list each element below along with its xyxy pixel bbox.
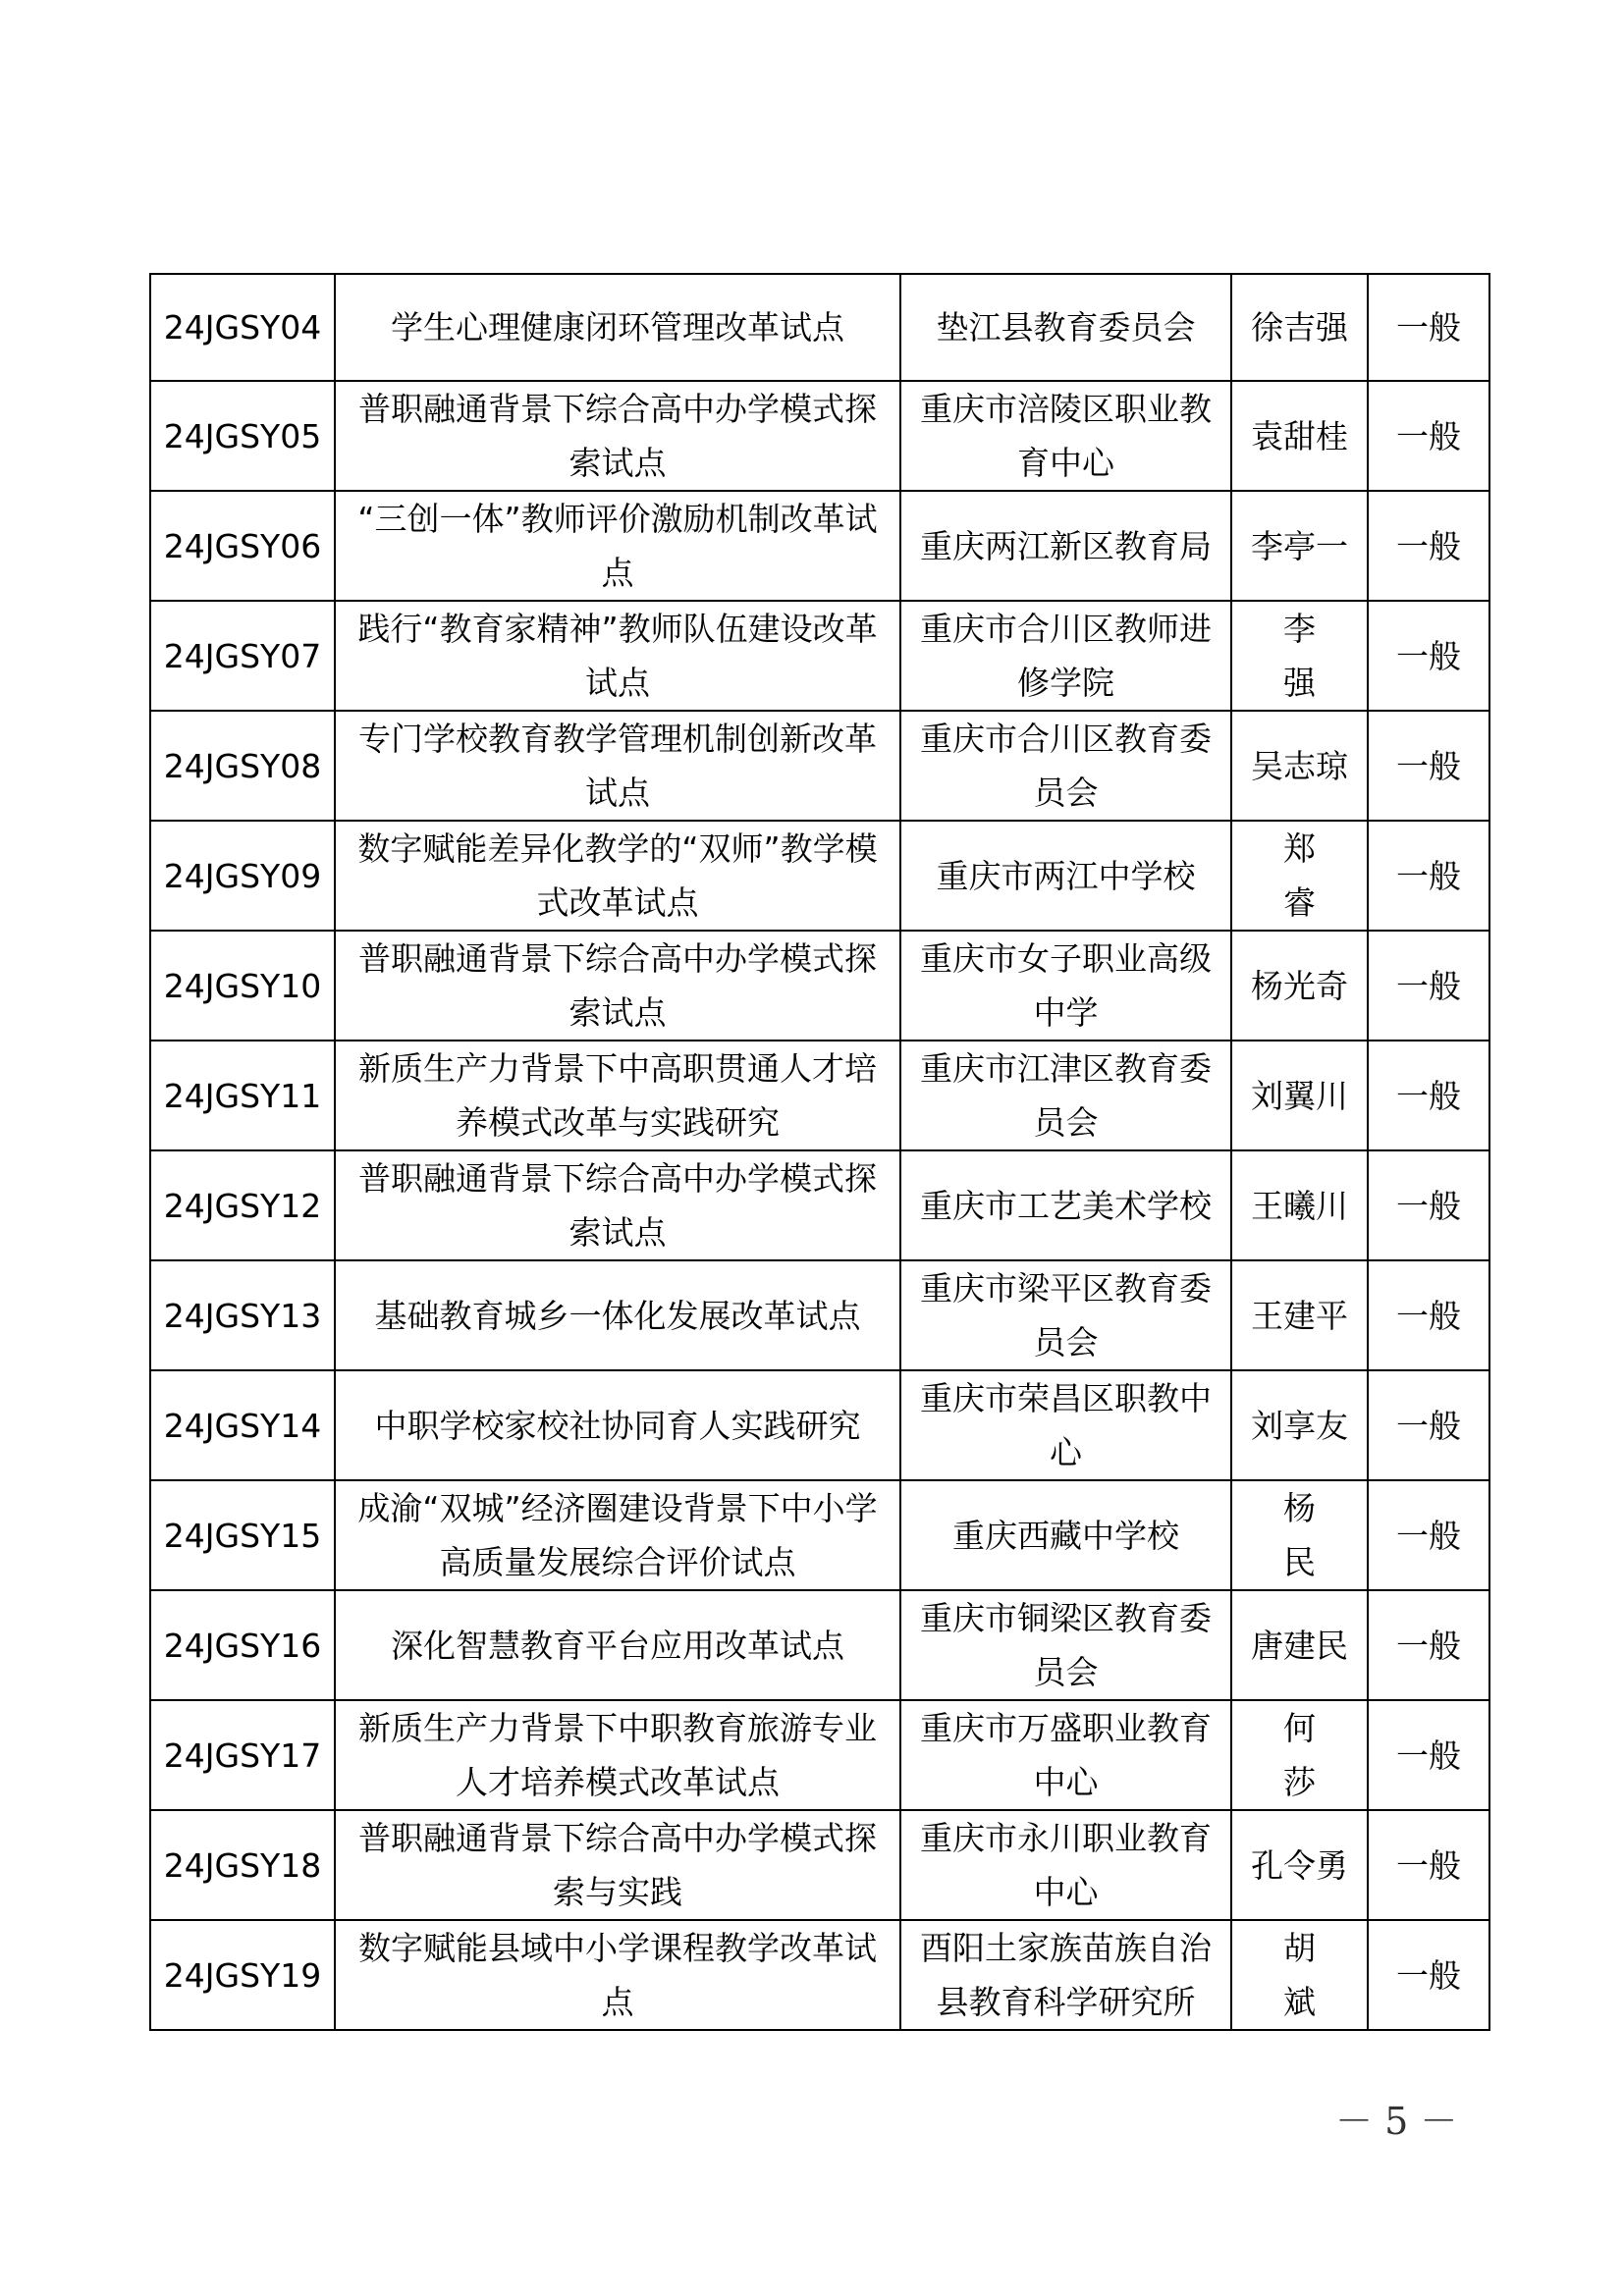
- project-level-cell: 一般: [1368, 1370, 1489, 1480]
- project-unit-cell: 重庆市荣昌区职教中心: [900, 1370, 1231, 1480]
- project-title-cell: 成渝“双城”经济圈建设背景下中小学高质量发展综合评价试点: [335, 1480, 900, 1590]
- project-code-cell: 24JGSY17: [150, 1700, 335, 1810]
- project-code-cell: 24JGSY18: [150, 1810, 335, 1920]
- project-unit-cell: 重庆市江津区教育委员会: [900, 1041, 1231, 1150]
- project-code-cell: 24JGSY19: [150, 1920, 335, 2030]
- project-lead-cell: 徐吉强: [1231, 274, 1368, 381]
- project-code-cell: 24JGSY16: [150, 1590, 335, 1700]
- project-level-cell: 一般: [1368, 1920, 1489, 2030]
- project-level-cell: 一般: [1368, 1700, 1489, 1810]
- project-title-cell: “三创一体”教师评价激励机制改革试点: [335, 491, 900, 601]
- project-code-cell: 24JGSY04: [150, 274, 335, 381]
- project-lead-cell: 杨民: [1231, 1480, 1368, 1590]
- project-code-cell: 24JGSY10: [150, 931, 335, 1041]
- project-unit-cell: 重庆市合川区教师进修学院: [900, 601, 1231, 711]
- project-lead-cell: 王曦川: [1231, 1150, 1368, 1260]
- project-level-cell: 一般: [1368, 1590, 1489, 1700]
- project-title-cell: 中职学校家校社协同育人实践研究: [335, 1370, 900, 1480]
- project-title-cell: 数字赋能县域中小学课程教学改革试点: [335, 1920, 900, 2030]
- project-title-cell: 普职融通背景下综合高中办学模式探索与实践: [335, 1810, 900, 1920]
- project-unit-cell: 重庆市梁平区教育委员会: [900, 1260, 1231, 1370]
- project-code-cell: 24JGSY07: [150, 601, 335, 711]
- project-level-cell: 一般: [1368, 1150, 1489, 1260]
- project-level-cell: 一般: [1368, 1810, 1489, 1920]
- table-row: [150, 1150, 1489, 1260]
- project-level-cell: 一般: [1368, 381, 1489, 491]
- project-title-cell: 数字赋能差异化教学的“双师”教学模式改革试点: [335, 821, 900, 931]
- project-title-cell: 专门学校教育教学管理机制创新改革试点: [335, 711, 900, 821]
- project-lead-cell: 刘翼川: [1231, 1041, 1368, 1150]
- project-code-cell: 24JGSY09: [150, 821, 335, 931]
- table-row: [150, 1480, 1489, 1590]
- project-unit-cell: 酉阳土家族苗族自治县教育科学研究所: [900, 1920, 1231, 2030]
- project-code-cell: 24JGSY15: [150, 1480, 335, 1590]
- project-lead-cell: 胡斌: [1231, 1920, 1368, 2030]
- project-level-cell: 一般: [1368, 1480, 1489, 1590]
- project-title-cell: 深化智慧教育平台应用改革试点: [335, 1590, 900, 1700]
- project-code-cell: 24JGSY14: [150, 1370, 335, 1480]
- project-unit-cell: 重庆市涪陵区职业教育中心: [900, 381, 1231, 491]
- project-lead-cell: 何莎: [1231, 1700, 1368, 1810]
- table-row: [150, 821, 1489, 931]
- project-unit-cell: 重庆市万盛职业教育中心: [900, 1700, 1231, 1810]
- table-row: [150, 1041, 1489, 1150]
- table-row: [150, 274, 1489, 381]
- project-title-cell: 普职融通背景下综合高中办学模式探索试点: [335, 381, 900, 491]
- project-title-cell: 学生心理健康闭环管理改革试点: [335, 274, 900, 381]
- project-title-cell: 新质生产力背景下中职教育旅游专业人才培养模式改革试点: [335, 1700, 900, 1810]
- project-code-cell: 24JGSY05: [150, 381, 335, 491]
- project-level-cell: 一般: [1368, 821, 1489, 931]
- table-row: [150, 1700, 1489, 1810]
- project-lead-cell: 杨光奇: [1231, 931, 1368, 1041]
- table-row: [150, 381, 1489, 491]
- project-unit-cell: 重庆两江新区教育局: [900, 491, 1231, 601]
- project-unit-cell: 重庆市铜梁区教育委员会: [900, 1590, 1231, 1700]
- project-code-cell: 24JGSY08: [150, 711, 335, 821]
- project-title-cell: 普职融通背景下综合高中办学模式探索试点: [335, 1150, 900, 1260]
- project-unit-cell: 重庆市工艺美术学校: [900, 1150, 1231, 1260]
- project-unit-cell: 垫江县教育委员会: [900, 274, 1231, 381]
- project-code-cell: 24JGSY06: [150, 491, 335, 601]
- project-code-cell: 24JGSY12: [150, 1150, 335, 1260]
- project-lead-cell: 刘享友: [1231, 1370, 1368, 1480]
- project-lead-cell: 李亭一: [1231, 491, 1368, 601]
- project-level-cell: 一般: [1368, 491, 1489, 601]
- table-row: [150, 931, 1489, 1041]
- table-row: [150, 1260, 1489, 1370]
- table-row: [150, 711, 1489, 821]
- project-unit-cell: 重庆西藏中学校: [900, 1480, 1231, 1590]
- project-lead-cell: 袁甜桂: [1231, 381, 1368, 491]
- table-row: [150, 1810, 1489, 1920]
- project-lead-cell: 吴志琼: [1231, 711, 1368, 821]
- projects-table: [149, 273, 1490, 2031]
- project-lead-cell: 李强: [1231, 601, 1368, 711]
- project-unit-cell: 重庆市永川职业教育中心: [900, 1810, 1231, 1920]
- project-code-cell: 24JGSY11: [150, 1041, 335, 1150]
- table-row: [150, 1590, 1489, 1700]
- project-level-cell: 一般: [1368, 1041, 1489, 1150]
- project-level-cell: 一般: [1368, 274, 1489, 381]
- project-level-cell: 一般: [1368, 711, 1489, 821]
- project-title-cell: 践行“教育家精神”教师队伍建设改革试点: [335, 601, 900, 711]
- project-lead-cell: 王建平: [1231, 1260, 1368, 1370]
- table-row: [150, 1370, 1489, 1480]
- project-level-cell: 一般: [1368, 931, 1489, 1041]
- project-title-cell: 新质生产力背景下中高职贯通人才培养模式改革与实践研究: [335, 1041, 900, 1150]
- project-lead-cell: 郑睿: [1231, 821, 1368, 931]
- table-row: [150, 1920, 1489, 2030]
- project-unit-cell: 重庆市合川区教育委员会: [900, 711, 1231, 821]
- projects-table-body: [150, 274, 1489, 2030]
- project-level-cell: 一般: [1368, 601, 1489, 711]
- project-lead-cell: 唐建民: [1231, 1590, 1368, 1700]
- page-number: － 5 －: [1335, 2100, 1458, 2143]
- project-code-cell: 24JGSY13: [150, 1260, 335, 1370]
- table-row: [150, 601, 1489, 711]
- project-unit-cell: 重庆市两江中学校: [900, 821, 1231, 931]
- project-title-cell: 普职融通背景下综合高中办学模式探索试点: [335, 931, 900, 1041]
- table-row: [150, 491, 1489, 601]
- project-level-cell: 一般: [1368, 1260, 1489, 1370]
- project-title-cell: 基础教育城乡一体化发展改革试点: [335, 1260, 900, 1370]
- project-unit-cell: 重庆市女子职业高级中学: [900, 931, 1231, 1041]
- project-lead-cell: 孔令勇: [1231, 1810, 1368, 1920]
